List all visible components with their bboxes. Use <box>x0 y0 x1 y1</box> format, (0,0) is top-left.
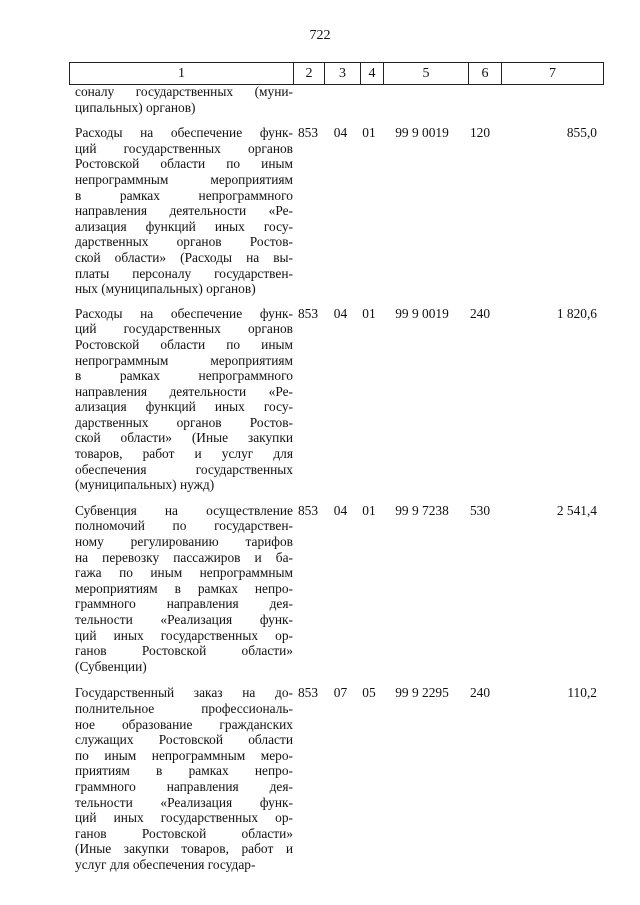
section-code: 07 <box>333 685 348 701</box>
target-article-code <box>380 84 464 115</box>
admin-code <box>293 84 323 115</box>
description-line: платы персоналу государствен- <box>75 265 293 281</box>
budget-table-body <box>69 84 601 873</box>
target-article-code: 99 9 7238 <box>395 502 449 518</box>
description-line: ской области» (Иные закупки <box>75 430 293 446</box>
description-line: направления деятельности «Ре- <box>75 383 293 399</box>
description-line: соналу государственных (муни- <box>75 84 293 99</box>
description-line: тельности «Реализация функ- <box>75 794 293 810</box>
description-line: Расходы на обеспечение функ- <box>75 305 293 321</box>
target-article-code: 99 9 0019 <box>395 125 449 141</box>
row-description <box>69 306 293 493</box>
description-line: ций государственных органов <box>75 321 293 337</box>
table-row <box>69 685 601 872</box>
description-line: приятиям в рамках непро- <box>75 763 293 779</box>
amount: 1 820,6 <box>556 305 597 321</box>
description-line: дарственных органов Ростов- <box>75 234 293 250</box>
subsection-code: 01 <box>362 502 376 518</box>
description-line: полномочий по государствен- <box>75 518 293 534</box>
description-line: в рамках непрограммного <box>75 187 293 203</box>
description-line: Ростовской области по иным <box>75 336 293 352</box>
row-description <box>69 84 293 115</box>
description-line: граммного направления дея- <box>75 778 293 794</box>
column-header-table <box>69 62 604 85</box>
description-line: дарственных органов Ростов- <box>75 414 293 430</box>
description-line: товаров, работ и услуг для <box>75 446 293 462</box>
column-header-7: 7 <box>502 63 604 85</box>
target-article-code: 99 9 0019 <box>395 305 449 321</box>
description-line: ных (муниципальных) органов) <box>75 281 256 297</box>
description-line: служащих Ростовской области <box>75 732 293 748</box>
amount: 2 541,4 <box>556 502 597 518</box>
description-line: ганов Ростовской области» <box>75 825 293 841</box>
description-line: Ростовской области по иным <box>75 156 293 172</box>
description-line: ципальных) органов) <box>75 99 196 115</box>
expense-type-code: 240 <box>469 685 491 701</box>
admin-code: 853 <box>297 685 319 701</box>
description-line: (Субвенции) <box>75 658 147 674</box>
description-line: направления деятельности «Ре- <box>75 203 293 219</box>
section-code <box>323 84 358 115</box>
table-row <box>69 125 601 297</box>
description-line: ному регулированию тарифов <box>75 534 293 550</box>
description-line: Расходы на обеспечение функ- <box>75 125 293 141</box>
description-line: ций иных государственных ор- <box>75 627 293 643</box>
description-line: обеспечения государственных <box>75 461 293 477</box>
amount: 855,0 <box>566 125 597 141</box>
table-row <box>69 306 601 493</box>
description-line: полнительное профессиональ- <box>75 700 293 716</box>
subsection-code: 01 <box>362 125 376 141</box>
column-header-2: 2 <box>294 63 325 85</box>
amount: 110,2 <box>567 685 597 701</box>
target-article-code: 99 9 2295 <box>395 685 449 701</box>
description-line: непрограммным мероприятиям <box>75 171 293 187</box>
description-line: ций иных государственных ор- <box>75 810 293 826</box>
subsection-code: 01 <box>362 305 376 321</box>
description-line: ализация функций иных госу- <box>75 218 293 234</box>
admin-code: 853 <box>297 125 319 141</box>
description-line: граммного направления дея- <box>75 596 293 612</box>
column-header-3: 3 <box>325 63 361 85</box>
expense-type-code: 240 <box>469 305 491 321</box>
column-header-4: 4 <box>361 63 384 85</box>
description-line: в рамках непрограммного <box>75 368 293 384</box>
description-line: на перевозку пассажиров и ба- <box>75 549 293 565</box>
row-description <box>69 685 293 872</box>
description-line: ализация функций иных госу- <box>75 399 293 415</box>
section-code: 04 <box>333 125 348 141</box>
table-row <box>69 503 601 675</box>
admin-code: 853 <box>297 502 319 518</box>
description-line: ций государственных органов <box>75 140 293 156</box>
description-line: мероприятиям в рамках непро- <box>75 580 293 596</box>
column-header-1: 1 <box>70 63 294 85</box>
description-line: Субвенция на осуществление <box>75 502 293 518</box>
page-number: 722 <box>309 28 331 43</box>
section-code: 04 <box>333 305 348 321</box>
admin-code: 853 <box>297 305 319 321</box>
description-line: (Иные закупки товаров, работ и <box>75 841 293 857</box>
section-code: 04 <box>333 502 348 518</box>
row-description <box>69 503 293 675</box>
row-description <box>69 125 293 297</box>
description-line: ное образование гражданских <box>75 716 293 732</box>
description-line: Государственный заказ на до- <box>75 685 293 701</box>
description-line: услуг для обеспечения государ- <box>75 856 256 872</box>
column-header-row <box>70 63 604 85</box>
column-header-6: 6 <box>469 63 502 85</box>
description-line: непрограммным мероприятиям <box>75 352 293 368</box>
amount <box>496 84 597 115</box>
description-line: (муниципальных) нужд) <box>75 477 215 493</box>
description-line: тельности «Реализация функ- <box>75 612 293 627</box>
column-header-5: 5 <box>384 63 469 85</box>
description-line: гажа по иным непрограммным <box>75 565 293 581</box>
description-line: по иным непрограммным меро- <box>75 747 293 763</box>
expense-type-code: 120 <box>469 125 491 141</box>
expense-type-code: 530 <box>469 502 491 518</box>
description-line: ганов Ростовской области» <box>75 643 293 659</box>
subsection-code: 05 <box>362 685 376 701</box>
subsection-code <box>358 84 380 115</box>
description-line: ской области» (Расходы на вы- <box>75 249 293 265</box>
expense-type-code <box>464 84 496 115</box>
table-row <box>69 84 601 115</box>
